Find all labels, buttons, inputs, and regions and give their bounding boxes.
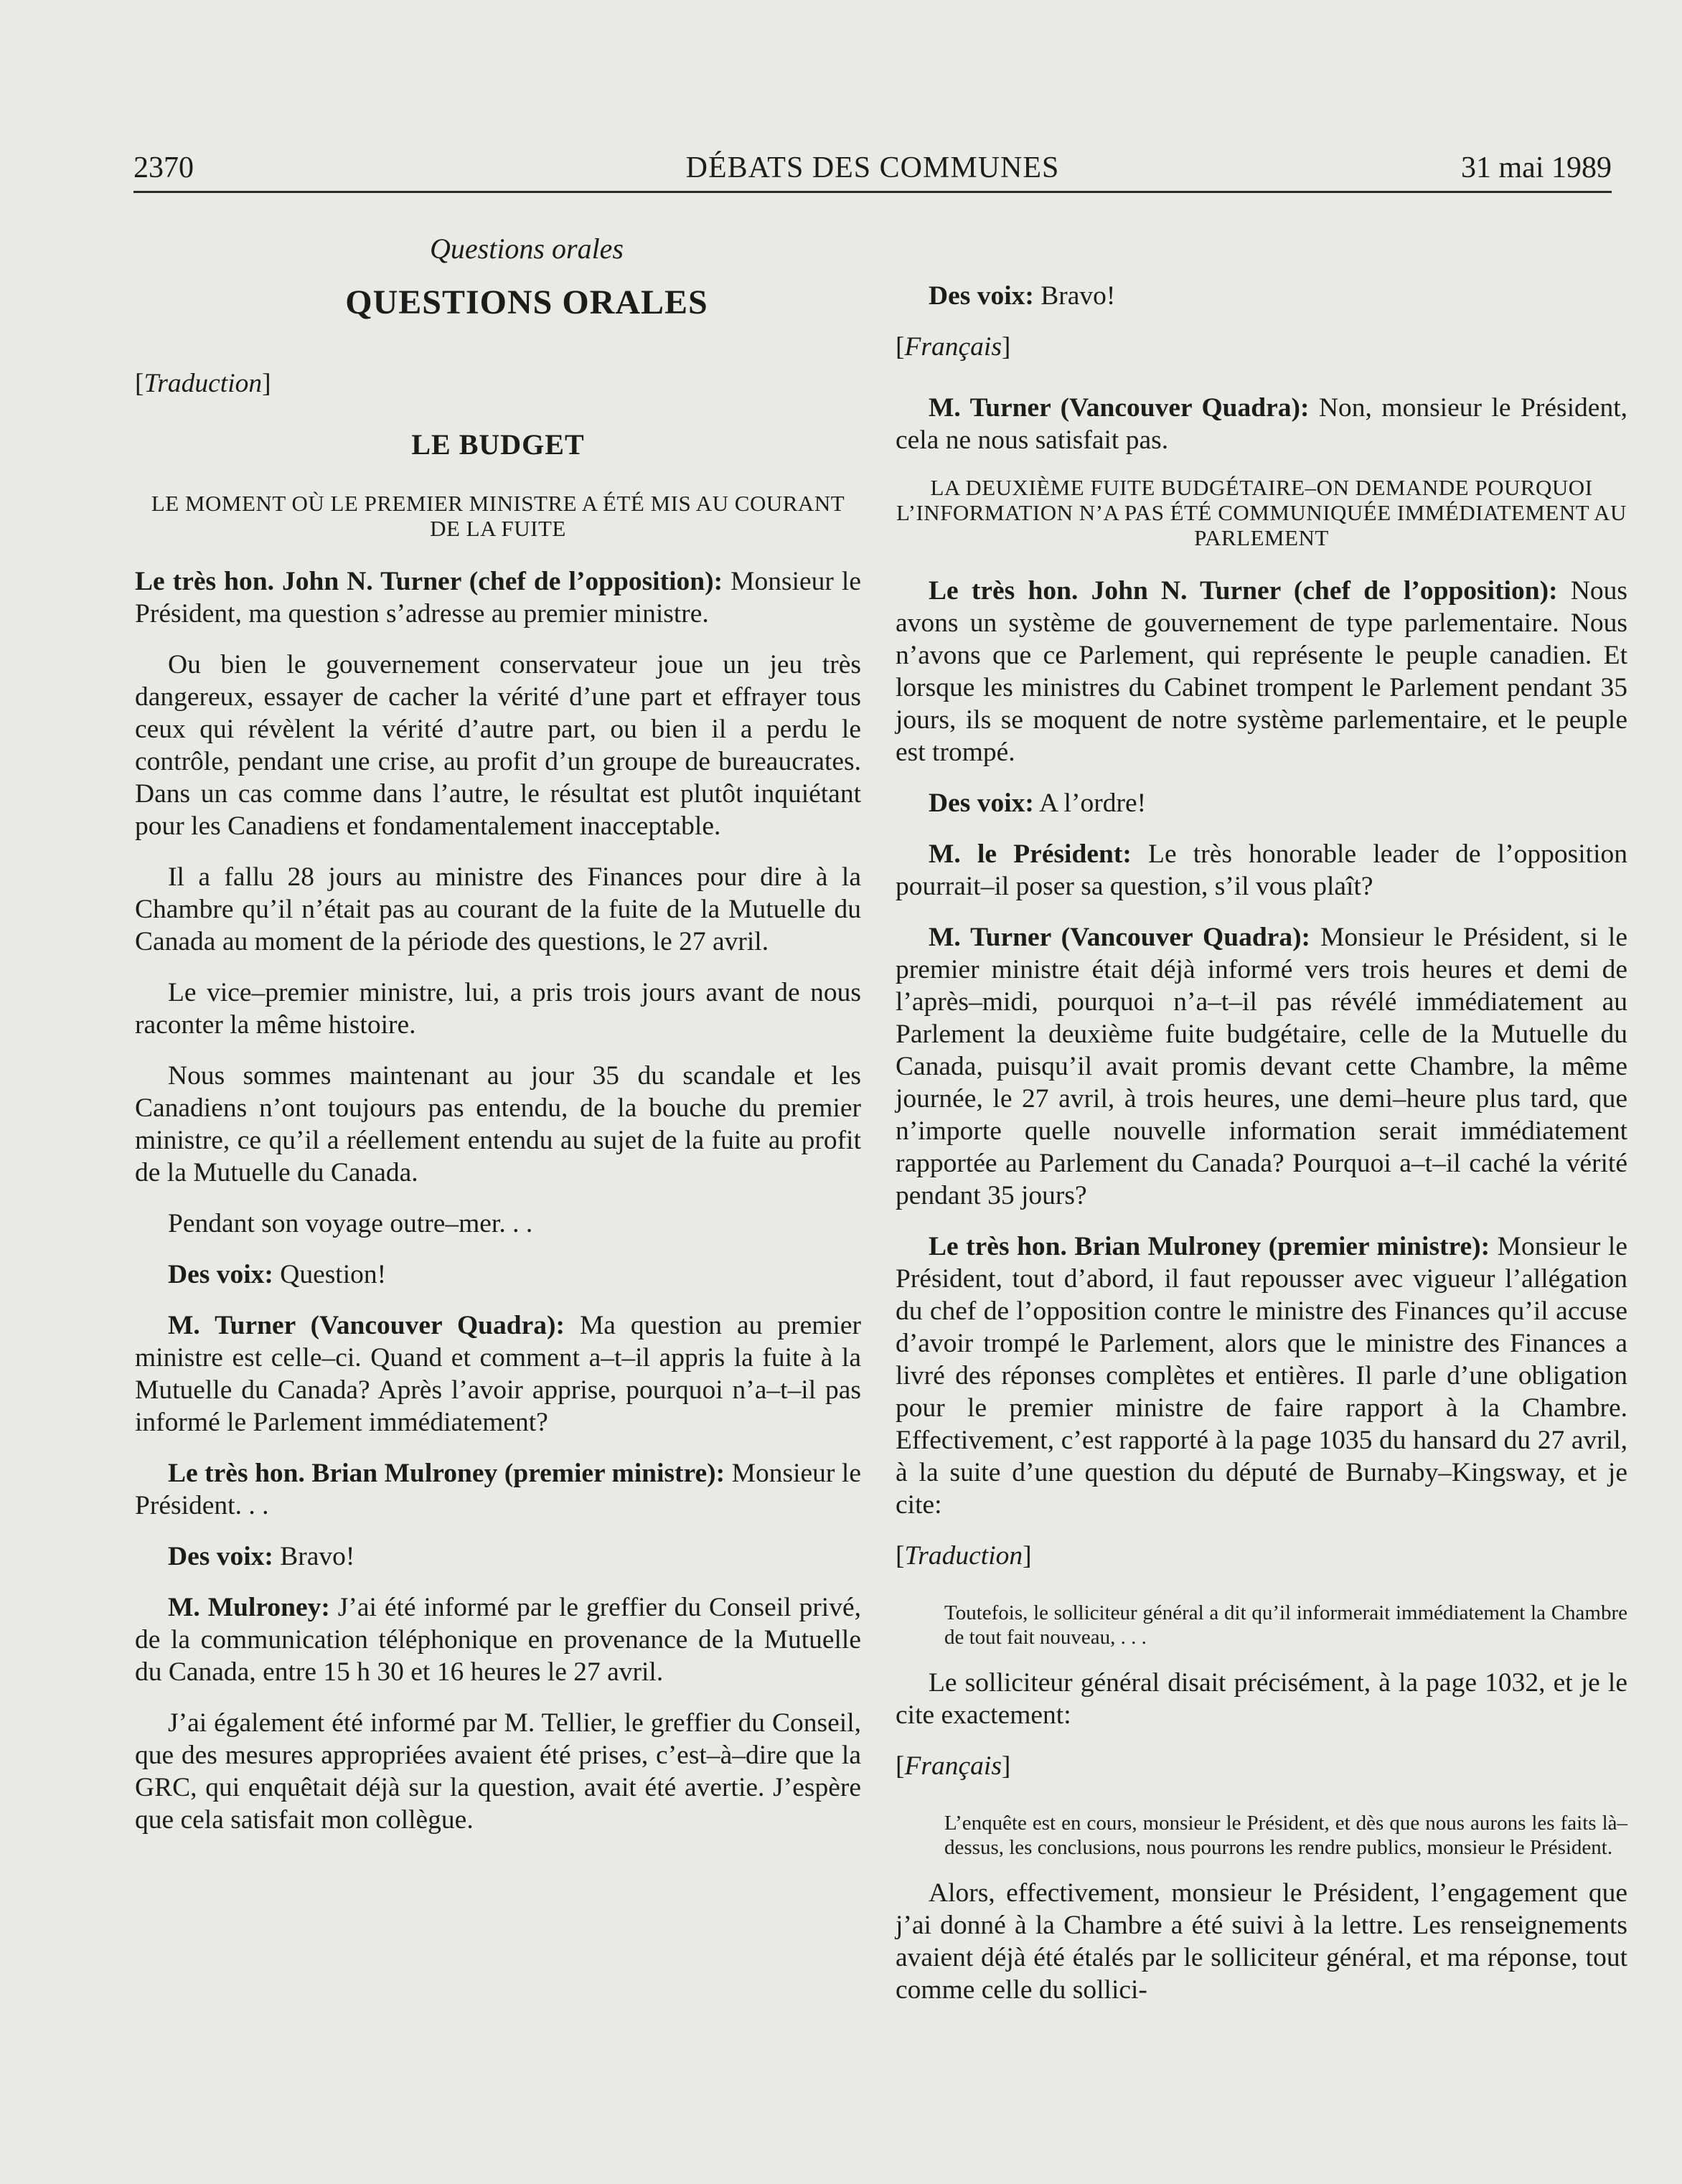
speaker: Des voix:	[929, 281, 1034, 311]
language-marker: [Traduction]	[135, 369, 271, 398]
speech-text: A l’ordre!	[1039, 789, 1147, 818]
speaker: M. le Président:	[929, 839, 1132, 869]
language-marker-text: Français	[904, 1751, 1002, 1781]
paragraph: Ou bien le gouvernement conservateur joue un jeu très dangereux, essayer de cacher la vérité d’une part et effrayer tous ceux qui révèlent la vérité d’autre part, ou bien il a perdu le contrôle, pendant une crise, au profit d’un groupe de bureaucrates. Dans un cas comme dans l’autre, le résultat est plutôt inquiétant pour les Canadiens et fondamentalement inacceptable.	[135, 650, 861, 841]
speech-text: Non, monsieur le Président, cela ne nous satisfait pas.	[896, 393, 1627, 455]
speaker: Le très hon. Brian Mulroney (premier ministre):	[168, 1459, 725, 1488]
speaker: Le très hon. Brian Mulroney (premier ministre):	[929, 1232, 1490, 1261]
paragraph	[896, 392, 1627, 456]
paragraph	[135, 1258, 861, 1291]
language-marker: [Traduction]	[896, 1541, 1032, 1571]
topic-heading: LE BUDGET	[411, 428, 585, 461]
paragraph	[135, 1540, 861, 1573]
paragraph	[896, 1230, 1627, 1521]
language-marker: [Français]	[896, 332, 1011, 362]
language-marker-text: Traduction	[144, 369, 263, 398]
speaker: M. Turner (Vancouver Quadra):	[929, 923, 1311, 952]
paragraph	[896, 280, 1627, 312]
speaker: M. Mulroney:	[168, 1593, 330, 1622]
speaker: Des voix:	[168, 1542, 273, 1571]
subheading: LA DEUXIÈME FUITE BUDGÉTAIRE–ON DEMANDE POURQUOI L’INFORMATION N’A PAS ÉTÉ COMMUNIQUÉE IMMÉDIATEMENT AU PARLEMENT	[896, 475, 1627, 550]
paragraph	[896, 787, 1627, 819]
language-marker-text: Traduction	[904, 1541, 1023, 1571]
issue-date: 31 mai 1989	[1461, 151, 1612, 184]
speaker: M. Turner (Vancouver Quadra):	[168, 1311, 565, 1340]
speech-text: Monsieur le Président, ma question s’adresse au premier ministre.	[135, 567, 861, 629]
left-column	[135, 227, 861, 1855]
paragraph	[135, 1457, 861, 1522]
paragraph: Le vice–premier ministre, lui, a pris trois jours avant de nous raconter la même histoire.	[135, 978, 861, 1040]
section-title: QUESTIONS ORALES	[345, 283, 708, 321]
speech-text: Ma question au premier ministre est celle–ci. Quand et comment a–t–il appris la fuite à la Mutuelle du Canada? Après l’avoir apprise, pourquoi n’a–t–il pas informé le Parlement immédiatement?	[135, 1311, 861, 1437]
speech-text: Nous avons un système de gouvernement de type parlementaire. Nous n’avons que ce Parlement, qui représente le peuple canadien. Et lorsque les ministres du Cabinet trompent le Parlement pendant 35 jours, ils se moquent de notre système parlementaire, et le peuple est trompé.	[896, 576, 1627, 767]
speaker: Le très hon. John N. Turner (chef de l’opposition):	[135, 567, 723, 596]
speech-text: Monsieur le Président, si le premier ministre était déjà informé vers trois heures et demi de l’après–midi, pourquoi n’a–t–il pas révélé immédiatement au Parlement la deuxième fuite budgétaire, celle de la Mutuelle du Canada, puisqu’il avait promis devant cette Chambre, la même journée, le 27 avril, à trois heures, une demi–heure plus tard, que n’importe quelle nouvelle information serait immédiatement rapportée au Parlement du Canada? Pourquoi a–t–il caché la vérité pendant 35 jours?	[896, 923, 1627, 1210]
paragraph	[896, 921, 1627, 1212]
paragraph: Pendant son voyage outre–mer. . .	[168, 1209, 533, 1238]
speech-text: Le très honorable leader de l’opposition pourrait–il poser sa question, s’il vous plaît?	[896, 839, 1627, 901]
speech-text: J’ai été informé par le greffier du Conseil privé, de la communication téléphonique en provenance de la Mutuelle du Canada, entre 15 h 30 et 16 heures le 27 avril.	[135, 1593, 861, 1687]
paragraph	[135, 1591, 861, 1688]
paragraph	[135, 565, 861, 630]
paragraph: Il a fallu 28 jours au ministre des Finances pour dire à la Chambre qu’il n’était pas au courant de la fuite de la Mutuelle du Canada au moment de la période des questions, le 27 avril.	[135, 862, 861, 956]
subheading: LE MOMENT OÙ LE PREMIER MINISTRE A ÉTÉ MIS AU COURANT DE LA FUITE	[151, 491, 845, 541]
paragraph: Alors, effectivement, monsieur le Président, l’engagement que j’ai donné à la Chambre a été suivi à la lettre. Les renseignements avaient déjà été étalés par le solliciteur général, et ma réponse, tout comme celle du sollici-	[896, 1878, 1627, 2005]
speaker: Le très hon. John N. Turner (chef de l’opposition):	[929, 576, 1558, 606]
running-header	[133, 148, 1612, 193]
speaker: M. Turner (Vancouver Quadra):	[929, 393, 1310, 423]
speech-text: Bravo!	[280, 1542, 355, 1571]
paragraph: J’ai également été informé par M. Tellier, le greffier du Conseil, que des mesures appropriées avaient été prises, c’est–à–dire que la GRC, qui enquêtait déjà sur la question, avait été avertie. J’espère que cela satisfait mon collègue.	[135, 1708, 861, 1835]
speaker: Des voix:	[929, 789, 1034, 818]
speech-text: Monsieur le Président. . .	[135, 1459, 861, 1520]
page-number: 2370	[133, 151, 194, 184]
paragraph	[896, 575, 1627, 768]
speech-text: Monsieur le Président, tout d’abord, il faut repousser avec vigueur l’allégation du chef de l’opposition contre le ministre des Finances qu’il accuse d’avoir trompé le Parlement, alors que le ministre des Finances a livré des réponses complètes et entières. Il parle d’une obligation pour le premier ministre de faire rapport à la Chambre. Effectivement, c’est rapporté à la page 1035 du hansard du 27 avril, à la suite d’une question du député de Burnaby–Kingsway, et je cite:	[896, 1232, 1627, 1520]
language-marker-text: Français	[904, 332, 1002, 362]
block-quote: L’enquête est en cours, monsieur le Président, et dès que nous aurons les faits là–dessus, les conclusions, nous pourrons les rendre publics, monsieur le Président.	[944, 1812, 1627, 1859]
right-column	[896, 280, 1627, 2025]
speech-text: Question!	[280, 1260, 387, 1289]
block-quote: Toutefois, le solliciteur général a dit qu’il informerait immédiatement la Chambre de tout fait nouveau, . . .	[944, 1601, 1627, 1649]
journal-title: DÉBATS DES COMMUNES	[685, 151, 1060, 184]
rubric: Questions orales	[430, 232, 624, 265]
speech-text: Bravo!	[1040, 281, 1116, 311]
speaker: Des voix:	[168, 1260, 273, 1289]
language-marker: [Français]	[896, 1751, 1011, 1781]
paragraph: Le solliciteur général disait précisément, à la page 1032, et je le cite exactement:	[896, 1668, 1627, 1730]
paragraph: Nous sommes maintenant au jour 35 du scandale et les Canadiens n’ont toujours pas entendu, de la bouche du premier ministre, ce qu’il a réellement entendu au sujet de la fuite au profit de la Mutuelle du Canada.	[135, 1061, 861, 1187]
paragraph	[135, 1309, 861, 1439]
paragraph	[896, 838, 1627, 903]
